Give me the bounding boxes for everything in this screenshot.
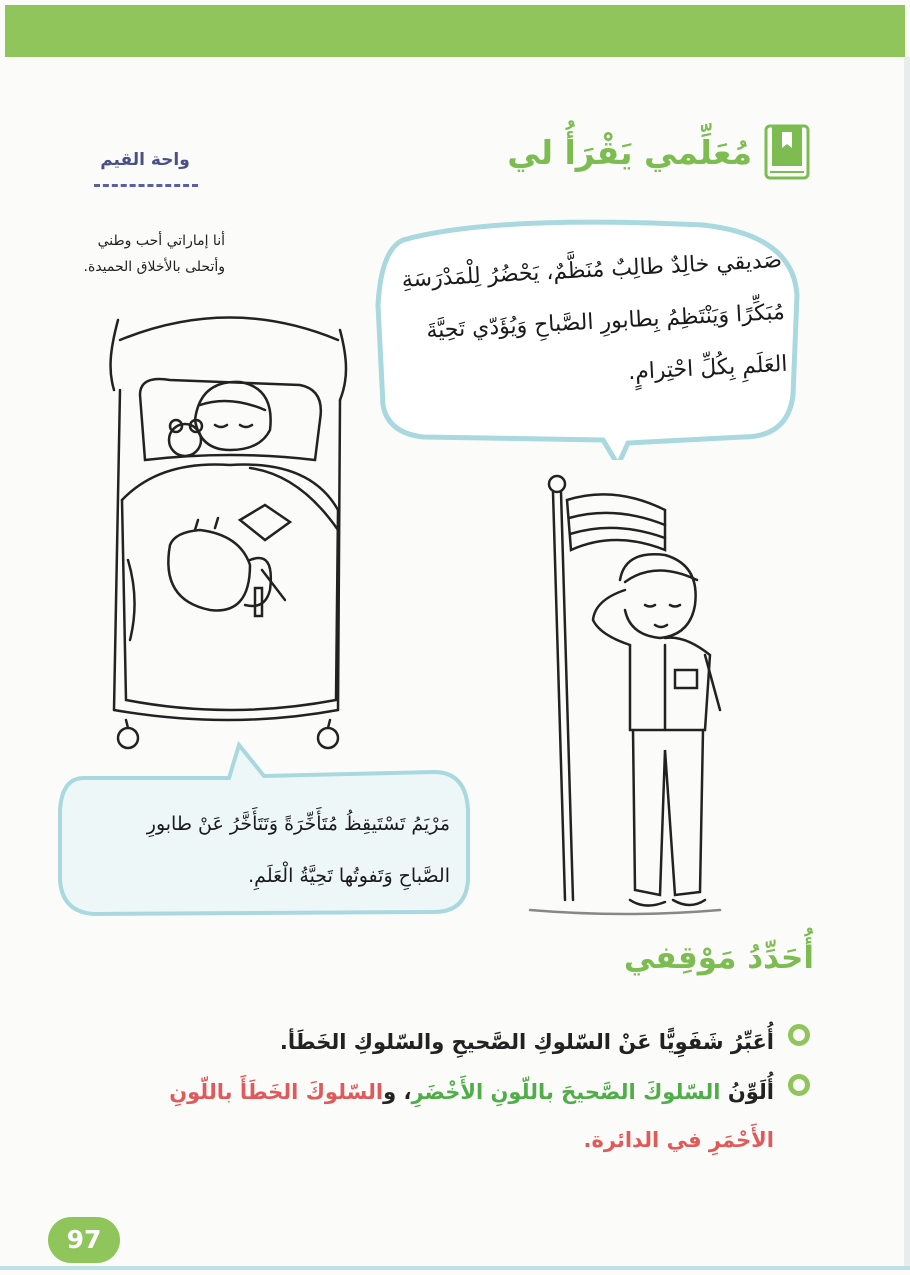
speech-bubble-bottom-text [90, 798, 450, 902]
item-2-connector: ، و [383, 1080, 412, 1104]
bubble-top-line-1: صَديقي خالِدٌ طالِبٌ مُنَظَّمٌ، يَحْضُرُ لِلْمَدْرَسَةِ [401, 247, 783, 293]
activity-item-1 [110, 1018, 810, 1066]
item-2-wrong-behavior: السّلوكَ الخَطَأَ باللّونِ الأَحْمَرِ في الدائرة [169, 1080, 774, 1152]
activity-item-2 [110, 1068, 810, 1164]
values-line-1: أنا إماراتي أحب وطني [97, 233, 225, 249]
top-color-bar [5, 5, 905, 57]
bubble-top-line-2: مُبَكِّرًا وَيَنْتَظِمُ بِطابورِ الصَّباحِ وَيُؤَدّي تَحِيَّةَ [425, 299, 786, 344]
activity-title: أُحَدِّدُ مَوْقِفي [623, 940, 814, 976]
bubble-bottom-line-2: الصَّباحِ وَتَفوتُها تَحِيَّةُ الْعَلَمِ. [248, 865, 450, 887]
circle-bullet-icon [788, 1024, 810, 1046]
section-header [507, 120, 810, 184]
activity-item-1-text: أُعَبِّرُ شَفَوِيًّا عَنْ السّلوكِ الصَّحيحِ والسّلوكِ الخَطَأ. [279, 1030, 774, 1054]
sleeping-girl-illustration [100, 300, 360, 760]
bottom-border [0, 1266, 910, 1270]
values-box-title: واحة القيم [100, 150, 190, 170]
activity-item-2-text [110, 1068, 774, 1164]
item-2-correct-behavior: السّلوكَ الصَّحيحَ باللّونِ الأَخْضَرِ [411, 1080, 728, 1104]
item-2-period: . [583, 1128, 592, 1152]
page-number: 97 [48, 1217, 120, 1263]
bubble-top-line-3: العَلَمِ بِكُلِّ احْتِرامٍ. [627, 351, 789, 386]
dashed-divider [94, 184, 198, 187]
page-edge [904, 57, 910, 1267]
circle-bullet-icon [788, 1074, 810, 1096]
speech-bubble-top-text [391, 235, 789, 411]
page-title: مُعَلِّمي يَقْرَأُ لي [507, 132, 752, 172]
item-2-verb: أُلَوِّنُ [727, 1080, 774, 1104]
book-icon [764, 124, 810, 180]
values-text [60, 228, 225, 280]
bubble-bottom-line-1: مَرْيَمُ تَسْتَيقِظُ مُتَأَخِّرَةً وَتَتَأَخَّرُ عَنْ طابورِ [146, 813, 450, 835]
boy-saluting-flag-illustration [525, 470, 725, 925]
values-line-2: وأتحلى بالأخلاق الحميدة. [83, 259, 225, 275]
